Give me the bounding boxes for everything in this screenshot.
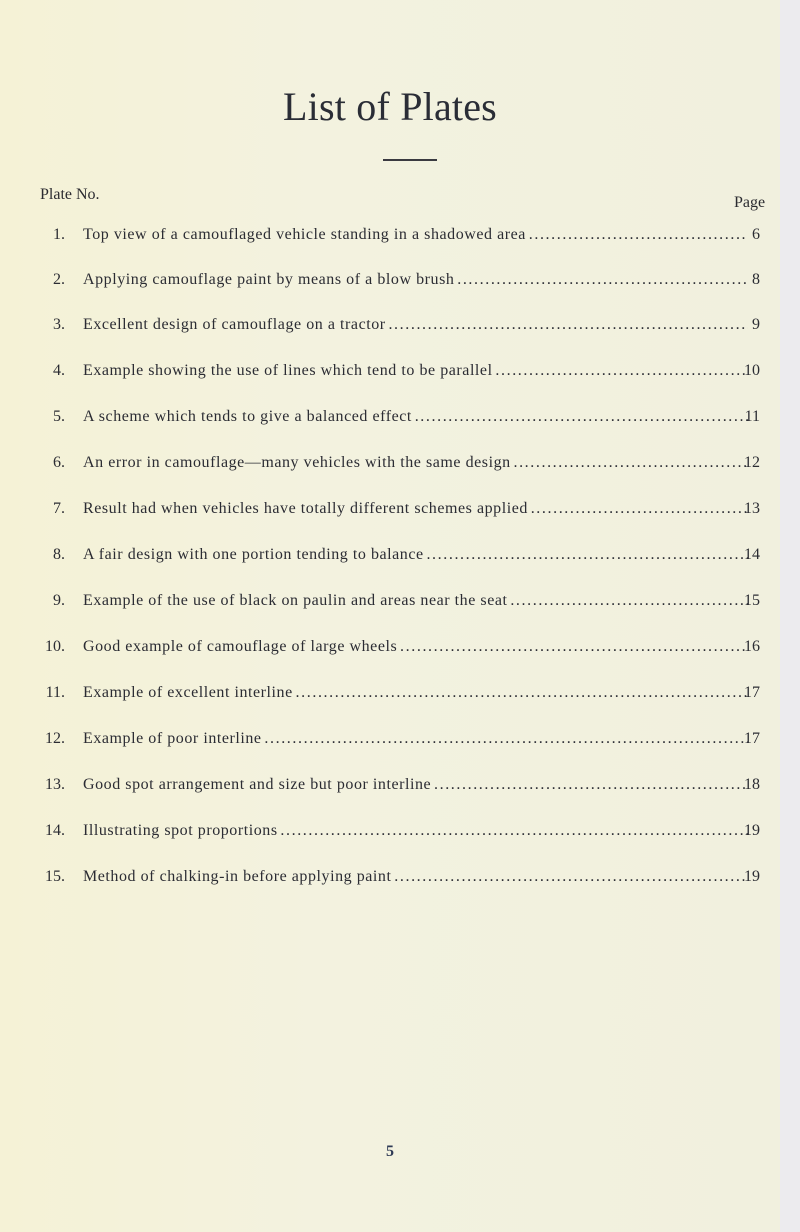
plate-number: 5. (53, 408, 65, 425)
list-item (0, 684, 780, 708)
page-number: 16 (744, 638, 760, 655)
list-item (0, 316, 780, 340)
list-item (0, 776, 780, 800)
page-number: 8 (752, 271, 760, 288)
page-number: 14 (744, 546, 760, 563)
list-item (0, 500, 780, 524)
plate-caption: Excellent design of camouflage on a tractor . . . (83, 316, 748, 334)
plate-caption: An error in camouflage—many vehicles with the same design . . . (83, 454, 748, 472)
plate-number: 3. (53, 316, 65, 333)
page-number: 18 (744, 776, 760, 793)
page-number: 17 (744, 730, 760, 747)
plate-caption: Result had when vehicles have totally different schemes applied . . . (83, 500, 748, 518)
plate-caption: A scheme which tends to give a balanced effect . . . (83, 408, 748, 426)
page-number: 19 (744, 868, 760, 885)
plate-caption: A fair design with one portion tending to balance . . . (83, 546, 748, 564)
title-rule (383, 159, 437, 161)
page-number: 15 (744, 592, 760, 609)
plate-caption: Illustrating spot proportions . . . (83, 822, 748, 840)
list-item (0, 638, 780, 662)
plate-number: 9. (53, 592, 65, 609)
plate-caption: Good example of camouflage of large wheels . . . (83, 638, 748, 656)
list-item (0, 546, 780, 570)
plate-number: 6. (53, 454, 65, 471)
page-number: 12 (744, 454, 760, 471)
page-number: 17 (744, 684, 760, 701)
plate-number: 12. (45, 730, 65, 747)
list-item (0, 592, 780, 616)
plate-number: 7. (53, 500, 65, 517)
list-item (0, 226, 780, 250)
list-item (0, 362, 780, 386)
plate-number: 13. (45, 776, 65, 793)
page-number: 6 (752, 226, 760, 243)
list-item (0, 868, 780, 892)
plate-number: 8. (53, 546, 65, 563)
plate-caption: Example of excellent interline . . . (83, 684, 748, 702)
page-number: 13 (744, 500, 760, 517)
plate-number: 15. (45, 868, 65, 885)
folio-page-number: 5 (386, 1143, 394, 1160)
plate-caption: Example of poor interline . . . (83, 730, 748, 748)
plate-no-header: Plate No. (40, 186, 100, 203)
plate-number: 14. (45, 822, 65, 839)
plate-number: 2. (53, 271, 65, 288)
plate-caption: Good spot arrangement and size but poor interline . . . (83, 776, 748, 794)
plate-caption: Example of the use of black on paulin and areas near the seat . . . (83, 592, 748, 610)
page-edge (780, 0, 800, 1232)
plate-number: 11. (45, 684, 65, 701)
plate-caption: Method of chalking-in before applying paint . . . (83, 868, 748, 886)
plate-number: 1. (53, 226, 65, 243)
plate-caption: Applying camouflage paint by means of a blow brush . . . (83, 271, 748, 289)
plate-number: 10. (45, 638, 65, 655)
list-item (0, 271, 780, 295)
plate-caption: Example showing the use of lines which tend to be parallel . . . (83, 362, 748, 380)
plate-number: 4. (53, 362, 65, 379)
plate-caption: Top view of a camouflaged vehicle standing in a shadowed area . . . (83, 226, 748, 244)
list-item (0, 822, 780, 846)
page-number: 19 (744, 822, 760, 839)
page-number: 11 (744, 408, 760, 425)
page-number: 10 (744, 362, 760, 379)
page-title: List of Plates (283, 84, 497, 129)
page-number: 9 (752, 316, 760, 333)
list-item (0, 408, 780, 432)
list-item (0, 730, 780, 754)
page-header: Page (734, 194, 766, 211)
list-item (0, 454, 780, 478)
